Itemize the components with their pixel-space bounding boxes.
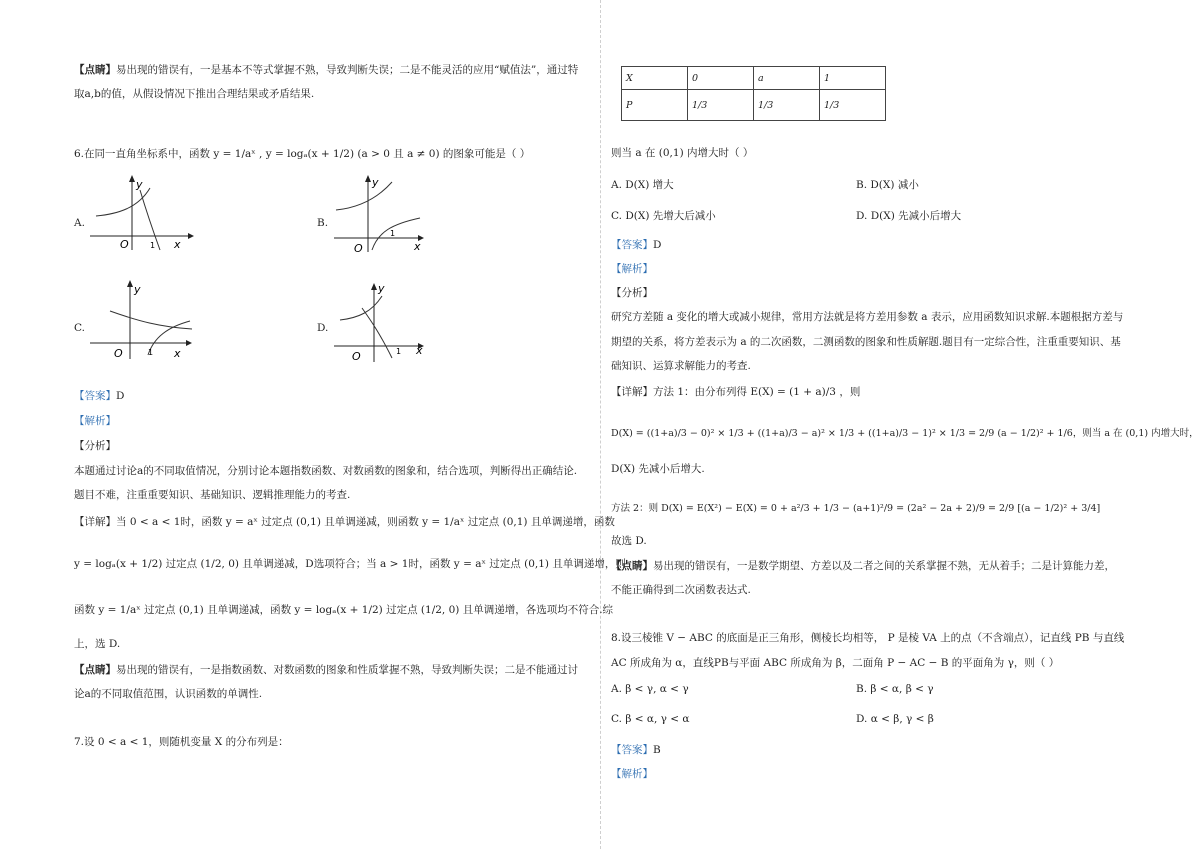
log-curve: [148, 321, 190, 355]
origin-label: O: [352, 350, 361, 363]
answer-value: D: [653, 239, 662, 251]
option-7d: D. D(X) 先减小后增大: [856, 210, 962, 222]
x-arrow-icon: [188, 233, 194, 239]
detail-6-line3: 函数 y = 1/aˣ 过定点 (0,1) 且单调递减，函数 y = logₐ(x + 1/2) 过定点 (1/2, 0) 且单调递增，各选项均不符合.综: [74, 604, 614, 616]
analysis-7-line2: 期望的关系，将方差表示为 a 的二次函数，二测函数的图象和性质解题.题目有一定综合性，注重重要知识、基: [611, 336, 1121, 348]
fenxi-6: 【分析】: [74, 440, 116, 452]
detail-7-method1: [611, 384, 860, 399]
answer-8: [611, 742, 661, 757]
jiexi-8: 【解析】: [611, 768, 653, 780]
graph-a: [88, 170, 198, 252]
option-7a: A. D(X) 增大: [611, 179, 674, 191]
detail-label: 【详解】: [611, 386, 653, 398]
formula-tail: ，则当 a 在 (0,1) 内增大时，: [1072, 428, 1199, 439]
x-arrow-icon: [186, 340, 192, 346]
exp-curve: [336, 182, 392, 210]
answer-label: 【答案】: [611, 239, 653, 251]
origin-label: O: [114, 347, 123, 360]
option-8d: D. α < β, γ < β: [856, 713, 934, 725]
detail-text: 当 0 < a < 1时，函数 y = aˣ 过定点 (0,1) 且单调递减，则函数 y = 1/aˣ 过定点 (0,1) 且单调递增，函数: [116, 516, 615, 528]
table-cell: P: [622, 90, 688, 121]
option-b-label: B.: [317, 217, 329, 229]
detail-7-formula1: [611, 425, 1199, 439]
y-label: y: [136, 178, 143, 191]
option-7b: B. D(X) 减小: [856, 179, 919, 191]
y-label: y: [378, 282, 385, 295]
table-cell: 1: [820, 67, 886, 90]
question-6-stem: 6.在同一直角坐标系中，函数 y = 1/aˣ , y = logₐ(x + 1/2) (a > 0 且 a ≠ 0) 的图象可能是（ ）: [74, 148, 531, 160]
analysis-7-line3: 础知识、运算求解能力的考查.: [611, 360, 751, 372]
origin-label: O: [120, 238, 129, 251]
tip7-line2: 不能正确得到二次函数表达式.: [611, 584, 751, 596]
exp-curve: [340, 296, 382, 320]
log-curve: [362, 308, 392, 358]
jiexi-6: 【解析】: [74, 415, 116, 427]
y-arrow-icon: [129, 175, 135, 182]
detail-label: 【详解】: [74, 516, 116, 528]
tip-label: 【点睛】: [74, 64, 116, 76]
tip6-line1: [74, 662, 578, 677]
jiexi-7: 【解析】: [611, 263, 653, 275]
analysis-6-line1: 本题通过讨论a的不同取值情况，分别讨论本题指数函数、对数函数的图象和，结合选项，判断得出正确结论.: [74, 465, 578, 477]
fenxi-7: 【分析】: [611, 287, 653, 299]
detail-7-conclusion1: D(X) 先减小后增大.: [611, 463, 705, 475]
answer-label: 【答案】: [611, 744, 653, 756]
x-label: x: [416, 344, 423, 357]
tip6-line2: 论a的不同取值范围，认识函数的单调性.: [74, 688, 263, 700]
detail-6-line2: y = logₐ(x + 1/2) 过定点 (1/2, 0) 且单调递减，D选项符合；当 a > 1时，函数 y = aˣ 过定点 (0,1) 且单调递增，则: [74, 558, 626, 570]
y-arrow-icon: [365, 175, 371, 182]
option-7c: C. D(X) 先增大后减小: [611, 210, 716, 222]
y-arrow-icon: [127, 280, 133, 287]
graph-c: [88, 275, 198, 361]
answer-6: [74, 388, 124, 403]
detail-text: 方法 1：由分布列得 E(X) = (1 + a)/3 ，则: [653, 386, 861, 398]
detail-6-line1: [74, 514, 615, 529]
question-8-line1: 8.设三棱锥 V − ABC 的底面是正三角形，侧棱长均相等， P 是棱 VA 上的点（不含端点），记直线 PB 与直线: [611, 632, 1125, 644]
option-d-label: D.: [317, 322, 329, 334]
x-label: x: [174, 347, 181, 360]
option-8a: A. β < γ, α < γ: [611, 683, 689, 695]
tip-text: 易出现的错误有，一是基本不等式掌握不熟，导致判断失误；二是不能灵活的应用“赋值法”，通过特: [116, 64, 579, 76]
graph-b: [332, 170, 432, 256]
y-arrow-icon: [371, 283, 377, 290]
tick-one-label: 1: [396, 347, 402, 356]
distribution-table: [621, 66, 886, 121]
table-cell: a: [754, 67, 820, 90]
table-cell: 1/3: [754, 90, 820, 121]
tip7-line1: [611, 558, 1115, 573]
tick-one-label: 1: [148, 348, 154, 357]
x-label: x: [174, 238, 181, 251]
column-divider: [600, 0, 601, 849]
option-8c: C. β < α, γ < α: [611, 713, 690, 725]
y-label: y: [134, 283, 141, 296]
table-cell: X: [622, 67, 688, 90]
question-8-line2: AC 所成角为 α，直线PB与平面 ABC 所成角为 β，二面角 P − AC − B 的平面角为 γ，则（ ）: [611, 657, 1060, 669]
tip-text: 易出现的错误有，一是指数函数、对数函数的图象和性质掌握不熟，导致判断失误；二是不能通过讨: [116, 664, 578, 676]
detail-6-line4: 上，选 D.: [74, 638, 121, 650]
tip5-line1: [74, 62, 578, 77]
table-cell: 0: [688, 67, 754, 90]
variance-formula: D(X) = ((1+a)/3 − 0)² × 1/3 + ((1+a)/3 − a)² × 1/3 + ((1+a)/3 − 1)² × 1/3 = 2/9 (a − 1/2)² + 1/6: [611, 428, 1073, 439]
table-cell: 1/3: [820, 90, 886, 121]
table-cell: 1/3: [688, 90, 754, 121]
analysis-6-line2: 题目不难，注重重要知识、基础知识、逻辑推理能力的考查.: [74, 489, 351, 501]
answer-value: D: [116, 390, 125, 402]
option-c-label: C.: [74, 322, 85, 334]
option-a-label: A.: [74, 217, 85, 229]
question-7-tail: 则当 a 在 (0,1) 内增大时（ ）: [611, 147, 754, 159]
table-row: [622, 67, 886, 90]
exp-curve: [96, 188, 150, 216]
answer-7: [611, 237, 661, 252]
exp-curve: [110, 311, 192, 329]
table-row: [622, 90, 886, 121]
graph-d: [332, 278, 432, 364]
x-label: x: [414, 240, 421, 253]
tip-text: 易出现的错误有，一是数学期望、方差以及二者之间的关系掌握不熟，无从着手；二是计算能力差，: [653, 560, 1115, 572]
analysis-7-line1: 研究方差随 a 变化的增大或减小规律，常用方法就是将方差用参数 a 表示，应用函数知识求解.本题根据方差与: [611, 311, 1124, 323]
detail-7-method2: 方法 2：则 D(X) = E(X²) − E(X) = 0 + a²/3 + 1/3 − (a+1)²/9 = (2a² − 2a + 2)/9 = 2/9 [(a − 1/2)² + 3/4]: [611, 503, 1101, 514]
question-7-stem: 7.设 0 < a < 1，则随机变量 X 的分布列是：: [74, 736, 289, 748]
tick-one-label: 1: [390, 229, 396, 238]
log-curve: [372, 218, 420, 250]
tip5-line2: 取a,b的值，从假设情况下推出合理结果或矛盾结果.: [74, 88, 315, 100]
tick-one-label: 1: [150, 241, 156, 250]
origin-label: O: [354, 242, 363, 255]
y-label: y: [372, 176, 379, 189]
answer-value: B: [653, 744, 661, 756]
option-8b: B. β < α, β < γ: [856, 683, 934, 695]
detail-7-choose: 故选 D.: [611, 535, 647, 547]
tip-label: 【点睛】: [74, 664, 116, 676]
tip-label: 【点睛】: [611, 560, 653, 572]
answer-label: 【答案】: [74, 390, 116, 402]
